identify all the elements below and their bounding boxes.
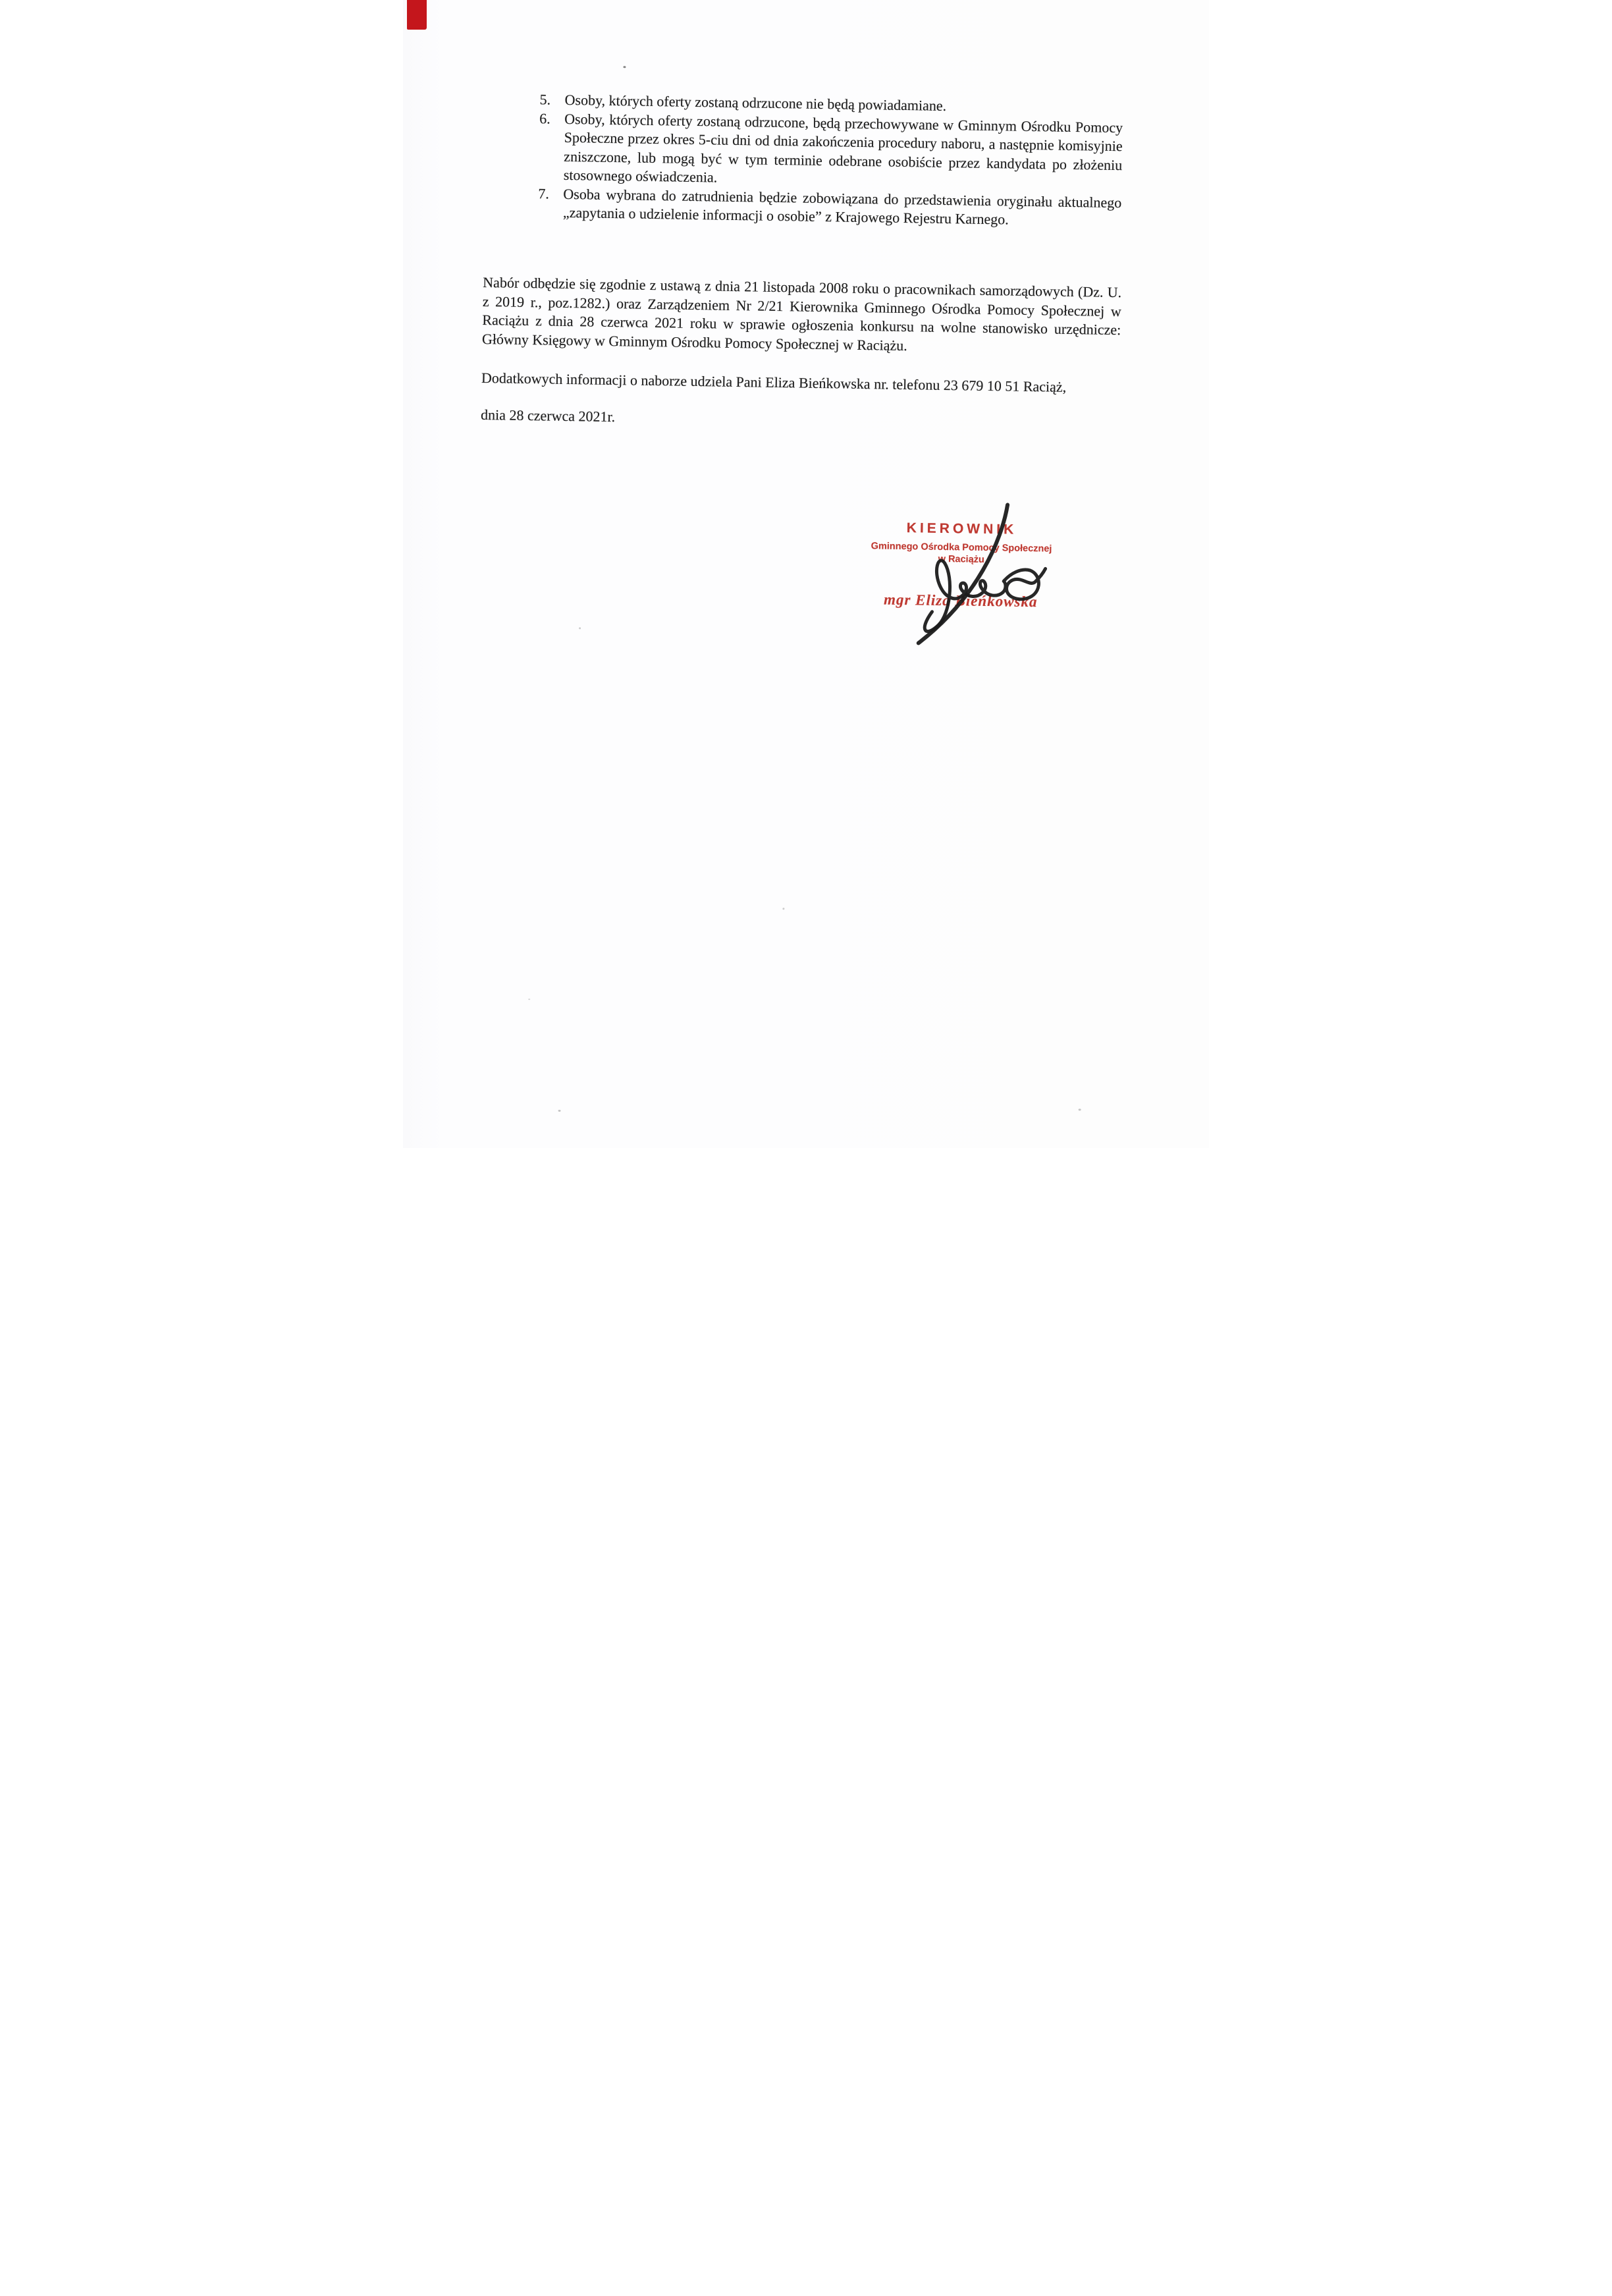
stamp-signatory-name: mgr Eliza Bieńkowska <box>883 591 1038 611</box>
scan-speck <box>782 908 784 910</box>
scan-speck <box>623 66 626 68</box>
list-item-6 <box>539 109 1123 194</box>
scan-speck <box>579 627 581 629</box>
scan-speck <box>558 1110 561 1112</box>
stamp-title: KIEROWNIK <box>906 520 1017 537</box>
paragraph-legal-basis: Nabór odbędzie się zgodnie z ustawą z dnia 21 listopada 2008 roku o pracownikach samorządowych (Dz. U. z 2019 r., poz.1282.) oraz Zarządzeniem Nr 2/21 Kierownika Gminnego Ośrodka Pomocy Społecznej w Raciążu z dnia 28 czerwca 2021 roku w sprawie ogłoszenia konkursu na wolne stanowisko urzędnicze: Główny Księgowy w Gminnym Ośrodku Pomocy Społecznej w Raciążu. <box>481 273 1122 354</box>
list-item-number: 7. <box>538 184 550 202</box>
date-line: dnia 28 czerwca 2021r. <box>480 406 616 425</box>
scan-speck <box>528 998 530 1000</box>
list-item-number: 5. <box>539 91 551 108</box>
list-item-text: Osoby, których oferty zostaną odrzucone nie będą powiadamiane. <box>564 91 947 114</box>
stamp-organization: Gminnego Ośrodka Pomocy Społecznej <box>871 541 1052 555</box>
list-item-text: Osoba wybrana do zatrudnienia będzie zobowiązana do przedstawienia oryginału aktualnego „zapytania o udzielenie informacji o osobie” z Krajowego Rejestru Karnego. <box>562 185 1122 228</box>
list-item-number: 6. <box>539 109 551 127</box>
numbered-list <box>538 90 1123 231</box>
stamp-city: w Raciążu <box>938 553 984 565</box>
document-content <box>403 0 1209 1148</box>
list-item-text: Osoby, których oferty zostaną odrzucone, będą przechowywane w Gminnym Ośrodku Pomocy Społeczne przez okres 5-ciu dni od dnia zakończenia procedury naboru, a następnie komisyjnie zniszczone, lub mogą być w tym terminie odebrane osobiście przez kandydata po złożeniu stosownego oświadczenia. <box>563 110 1123 186</box>
scanned-document-page <box>403 0 1209 1148</box>
scan-speck <box>1079 1108 1081 1110</box>
paragraph-contact-info: Dodatkowych informacji o naborze udziela Pani Eliza Bieńkowska nr. telefonu 23 679 10 51 Raciąż, <box>481 369 1067 395</box>
signature-ink <box>899 498 1052 655</box>
